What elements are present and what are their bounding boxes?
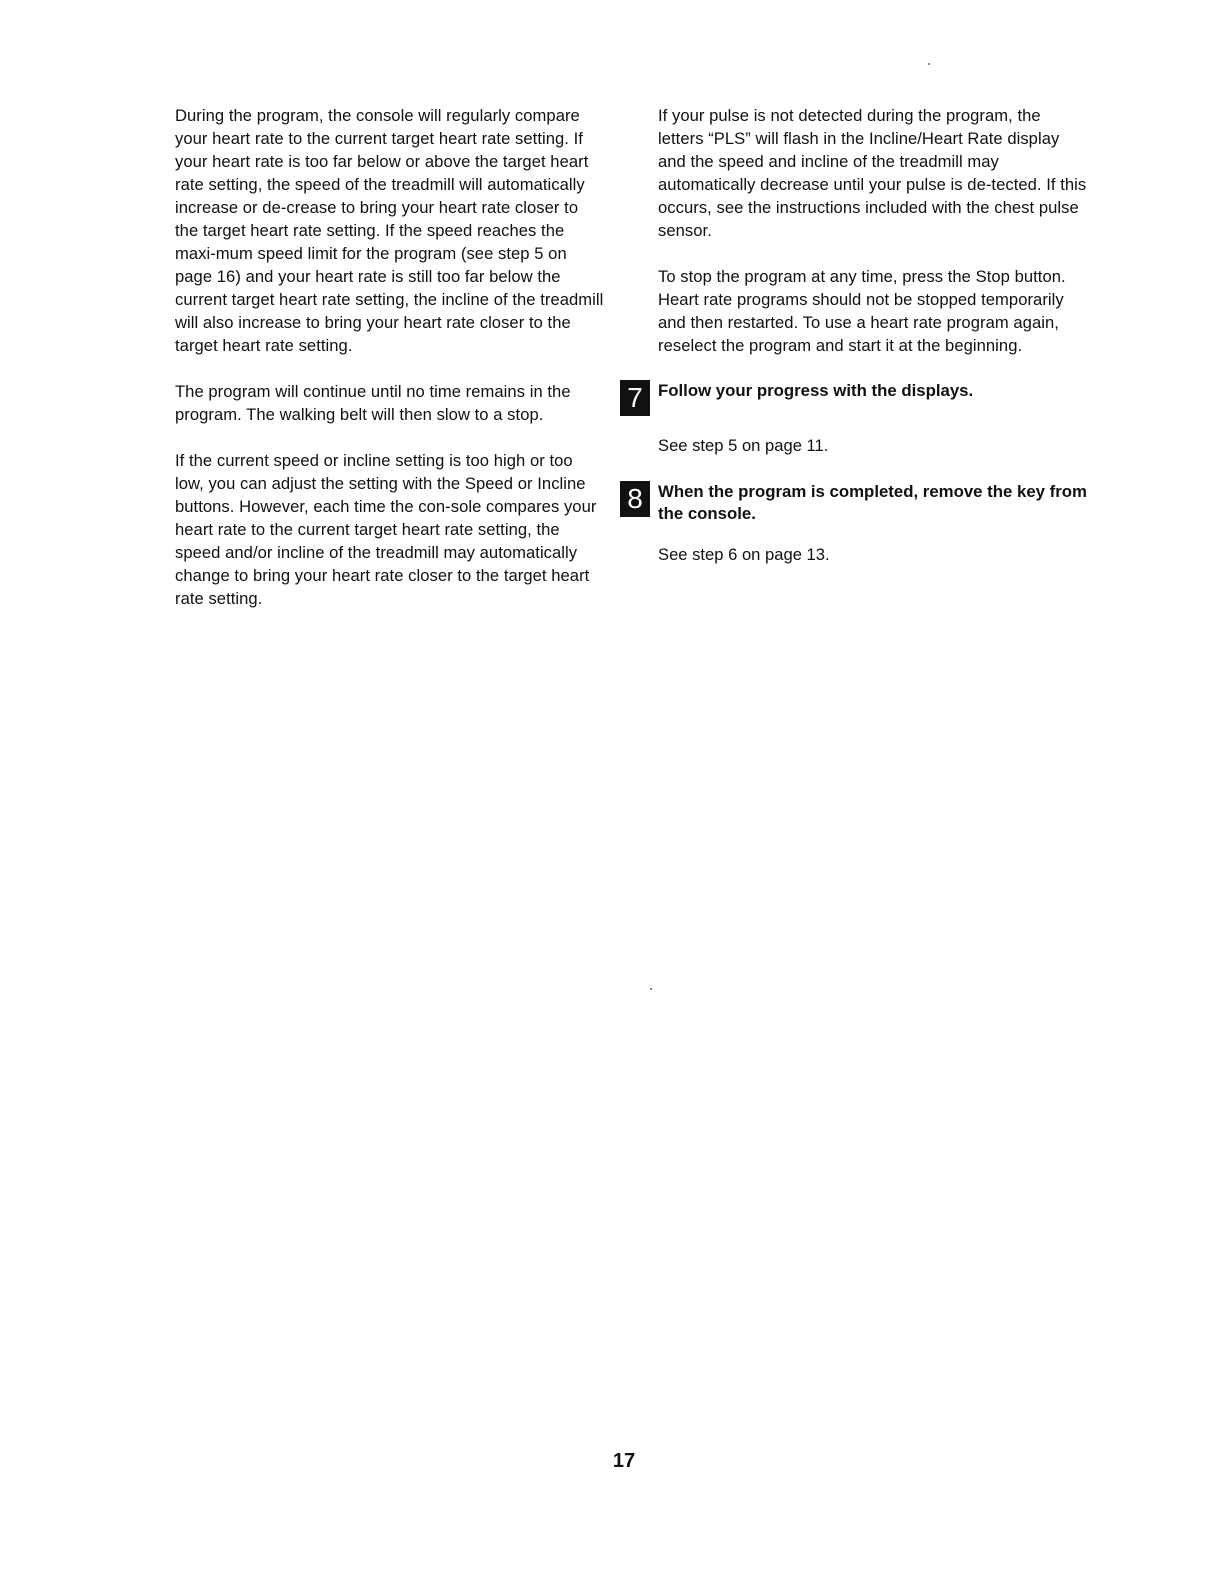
step-7-text: See step 5 on page 11. <box>658 436 829 455</box>
step-8-number-badge: 8 <box>620 481 650 517</box>
paragraph-program-end: The program will continue until no time remains in the program. The walking belt will then slow to a stop. <box>175 382 571 424</box>
paragraph-stop-program: To stop the program at any time, press the Stop button. Heart rate programs should not be stopped temporarily and then restarted. To use a heart rate program again, reselect the program and start it at the beginning. <box>658 267 1066 355</box>
right-column <box>620 104 1090 590</box>
step-7 <box>620 380 1090 416</box>
paragraph-heart-rate-adjust: During the program, the console will regularly compare your heart rate to the current target heart rate setting. If your heart rate is too far below or above the target heart rate setting, the speed of the treadmill will automatically increase or de-crease to bring your heart rate closer to the target heart rate setting. If the speed reaches the maxi-mum speed limit for the program (see step 5 on page 16) and your heart rate is still too far below the current target heart rate setting, the incline of the treadmill will also increase to bring your heart rate closer to the target heart rate setting. <box>175 106 604 355</box>
step-7-number-badge: 7 <box>620 380 650 416</box>
page-number: 17 <box>612 1450 636 1472</box>
scan-speck <box>650 988 652 990</box>
step-8-title: When the program is completed, remove the key from the console. <box>658 482 1087 523</box>
step-7-title: Follow your progress with the displays. <box>658 381 974 400</box>
left-column <box>175 104 605 633</box>
step-8 <box>620 481 1090 525</box>
paragraph-pulse-not-detected: If your pulse is not detected during the program, the letters “PLS” will flash in the Incline/Heart Rate display and the speed and incline of the treadmill may automatically decrease until your pulse is de-tected. If this occurs, see the instructions included with the chest pulse sensor. <box>658 106 1087 240</box>
paragraph-manual-adjust: If the current speed or incline setting is too high or too low, you can adjust the setting with the Speed or Incline buttons. However, each time the con-sole compares your heart rate to the current target heart rate setting, the speed and/or incline of the treadmill may automatically change to bring your heart rate closer to the target heart rate setting. <box>175 451 597 608</box>
step-8-text: See step 6 on page 13. <box>658 545 830 564</box>
scan-speck <box>928 63 930 65</box>
